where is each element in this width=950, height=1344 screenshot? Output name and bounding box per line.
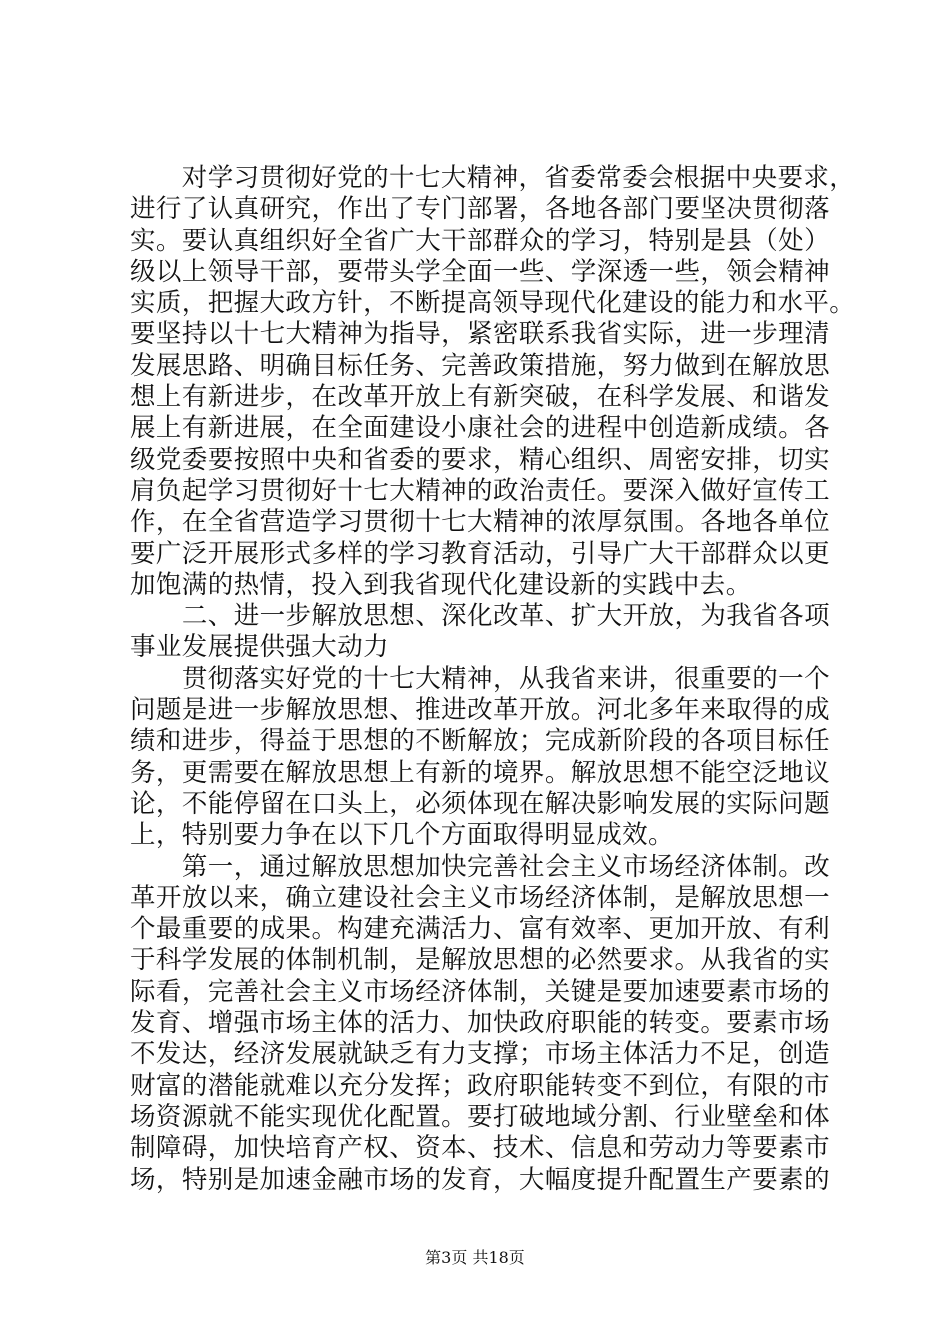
text-line: 对学习贯彻好党的十七大精神，省委常委会根据中央要求，	[130, 163, 856, 193]
text-line: 要广泛开展形式多样的学习教育活动，引导广大干部群众以更	[130, 538, 830, 569]
text-line: 上，特别要力争在以下几个方面取得明显成效。	[130, 820, 674, 851]
text-line: 作，在全省营造学习贯彻十七大精神的浓厚氛围。各地各单位	[130, 507, 830, 538]
text-line: 加饱满的热情，投入到我省现代化建设新的实践中去。	[130, 569, 752, 600]
page-footer: 第3页 共18页	[425, 1248, 525, 1267]
text-line: 进行了认真研究，作出了专门部署，各地各部门要坚决贯彻落	[130, 194, 830, 225]
text-line: 展上有新进展，在全面建设小康社会的进程中创造新成绩。各	[130, 413, 830, 444]
text-line: 际看，完善社会主义市场经济体制，关键是要加速要素市场的	[130, 976, 830, 1007]
text-line: 肩负起学习贯彻好十七大精神的政治责任。要深入做好宣传工	[130, 475, 830, 506]
text-line: 二、进一步解放思想、深化改革、扩大开放，为我省各项	[130, 601, 830, 632]
text-line: 第一，通过解放思想加快完善社会主义市场经济体制。改	[130, 851, 830, 882]
text-line: 场资源就不能实现优化配置。要打破地域分割、行业壁垒和体	[130, 1101, 830, 1132]
text-line: 要坚持以十七大精神为指导，紧密联系我省实际，进一步理清	[130, 319, 830, 350]
text-line: 贯彻落实好党的十七大精神，从我省来讲，很重要的一个	[130, 663, 830, 694]
text-line: 发育、增强市场主体的活力、加快政府职能的转变。要素市场	[130, 1008, 830, 1039]
text-line: 绩和进步，得益于思想的不断解放；完成新阶段的各项目标任	[130, 726, 830, 757]
text-line: 场，特别是加速金融市场的发育，大幅度提升配置生产要素的	[130, 1164, 830, 1195]
text-line: 财富的潜能就难以充分发挥；政府职能转变不到位，有限的市	[130, 1070, 830, 1101]
text-line: 实。要认真组织好全省广大干部群众的学习，特别是县（处）	[130, 225, 830, 256]
text-line: 发展思路、明确目标任务、完善政策措施，努力做到在解放思	[130, 350, 830, 381]
text-line: 务，更需要在解放思想上有新的境界。解放思想不能空泛地议	[130, 757, 830, 788]
text-line: 级以上领导干部，要带头学全面一些、学深透一些，领会精神	[130, 256, 830, 287]
body-text	[130, 163, 856, 1196]
text-line: 制障碍，加快培育产权、资本、技术、信息和劳动力等要素市	[130, 1133, 830, 1164]
text-line: 论，不能停留在口头上，必须体现在解决影响发展的实际问题	[130, 788, 830, 819]
text-line: 问题是进一步解放思想、推进改革开放。河北多年来取得的成	[130, 695, 830, 726]
text-line: 革开放以来，确立建设社会主义市场经济体制，是解放思想一	[130, 882, 830, 913]
text-line: 实质，把握大政方针，不断提高领导现代化建设的能力和水平。	[130, 288, 856, 319]
text-line: 不发达，经济发展就缺乏有力支撑；市场主体活力不足，创造	[130, 1039, 830, 1070]
text-line: 想上有新进步，在改革开放上有新突破，在科学发展、和谐发	[130, 382, 830, 413]
text-line: 于科学发展的体制机制，是解放思想的必然要求。从我省的实	[130, 945, 830, 976]
text-line: 个最重要的成果。构建充满活力、富有效率、更加开放、有利	[130, 914, 830, 945]
text-line: 级党委要按照中央和省委的要求，精心组织、周密安排，切实	[130, 444, 830, 475]
text-line: 事业发展提供强大动力	[130, 632, 390, 663]
